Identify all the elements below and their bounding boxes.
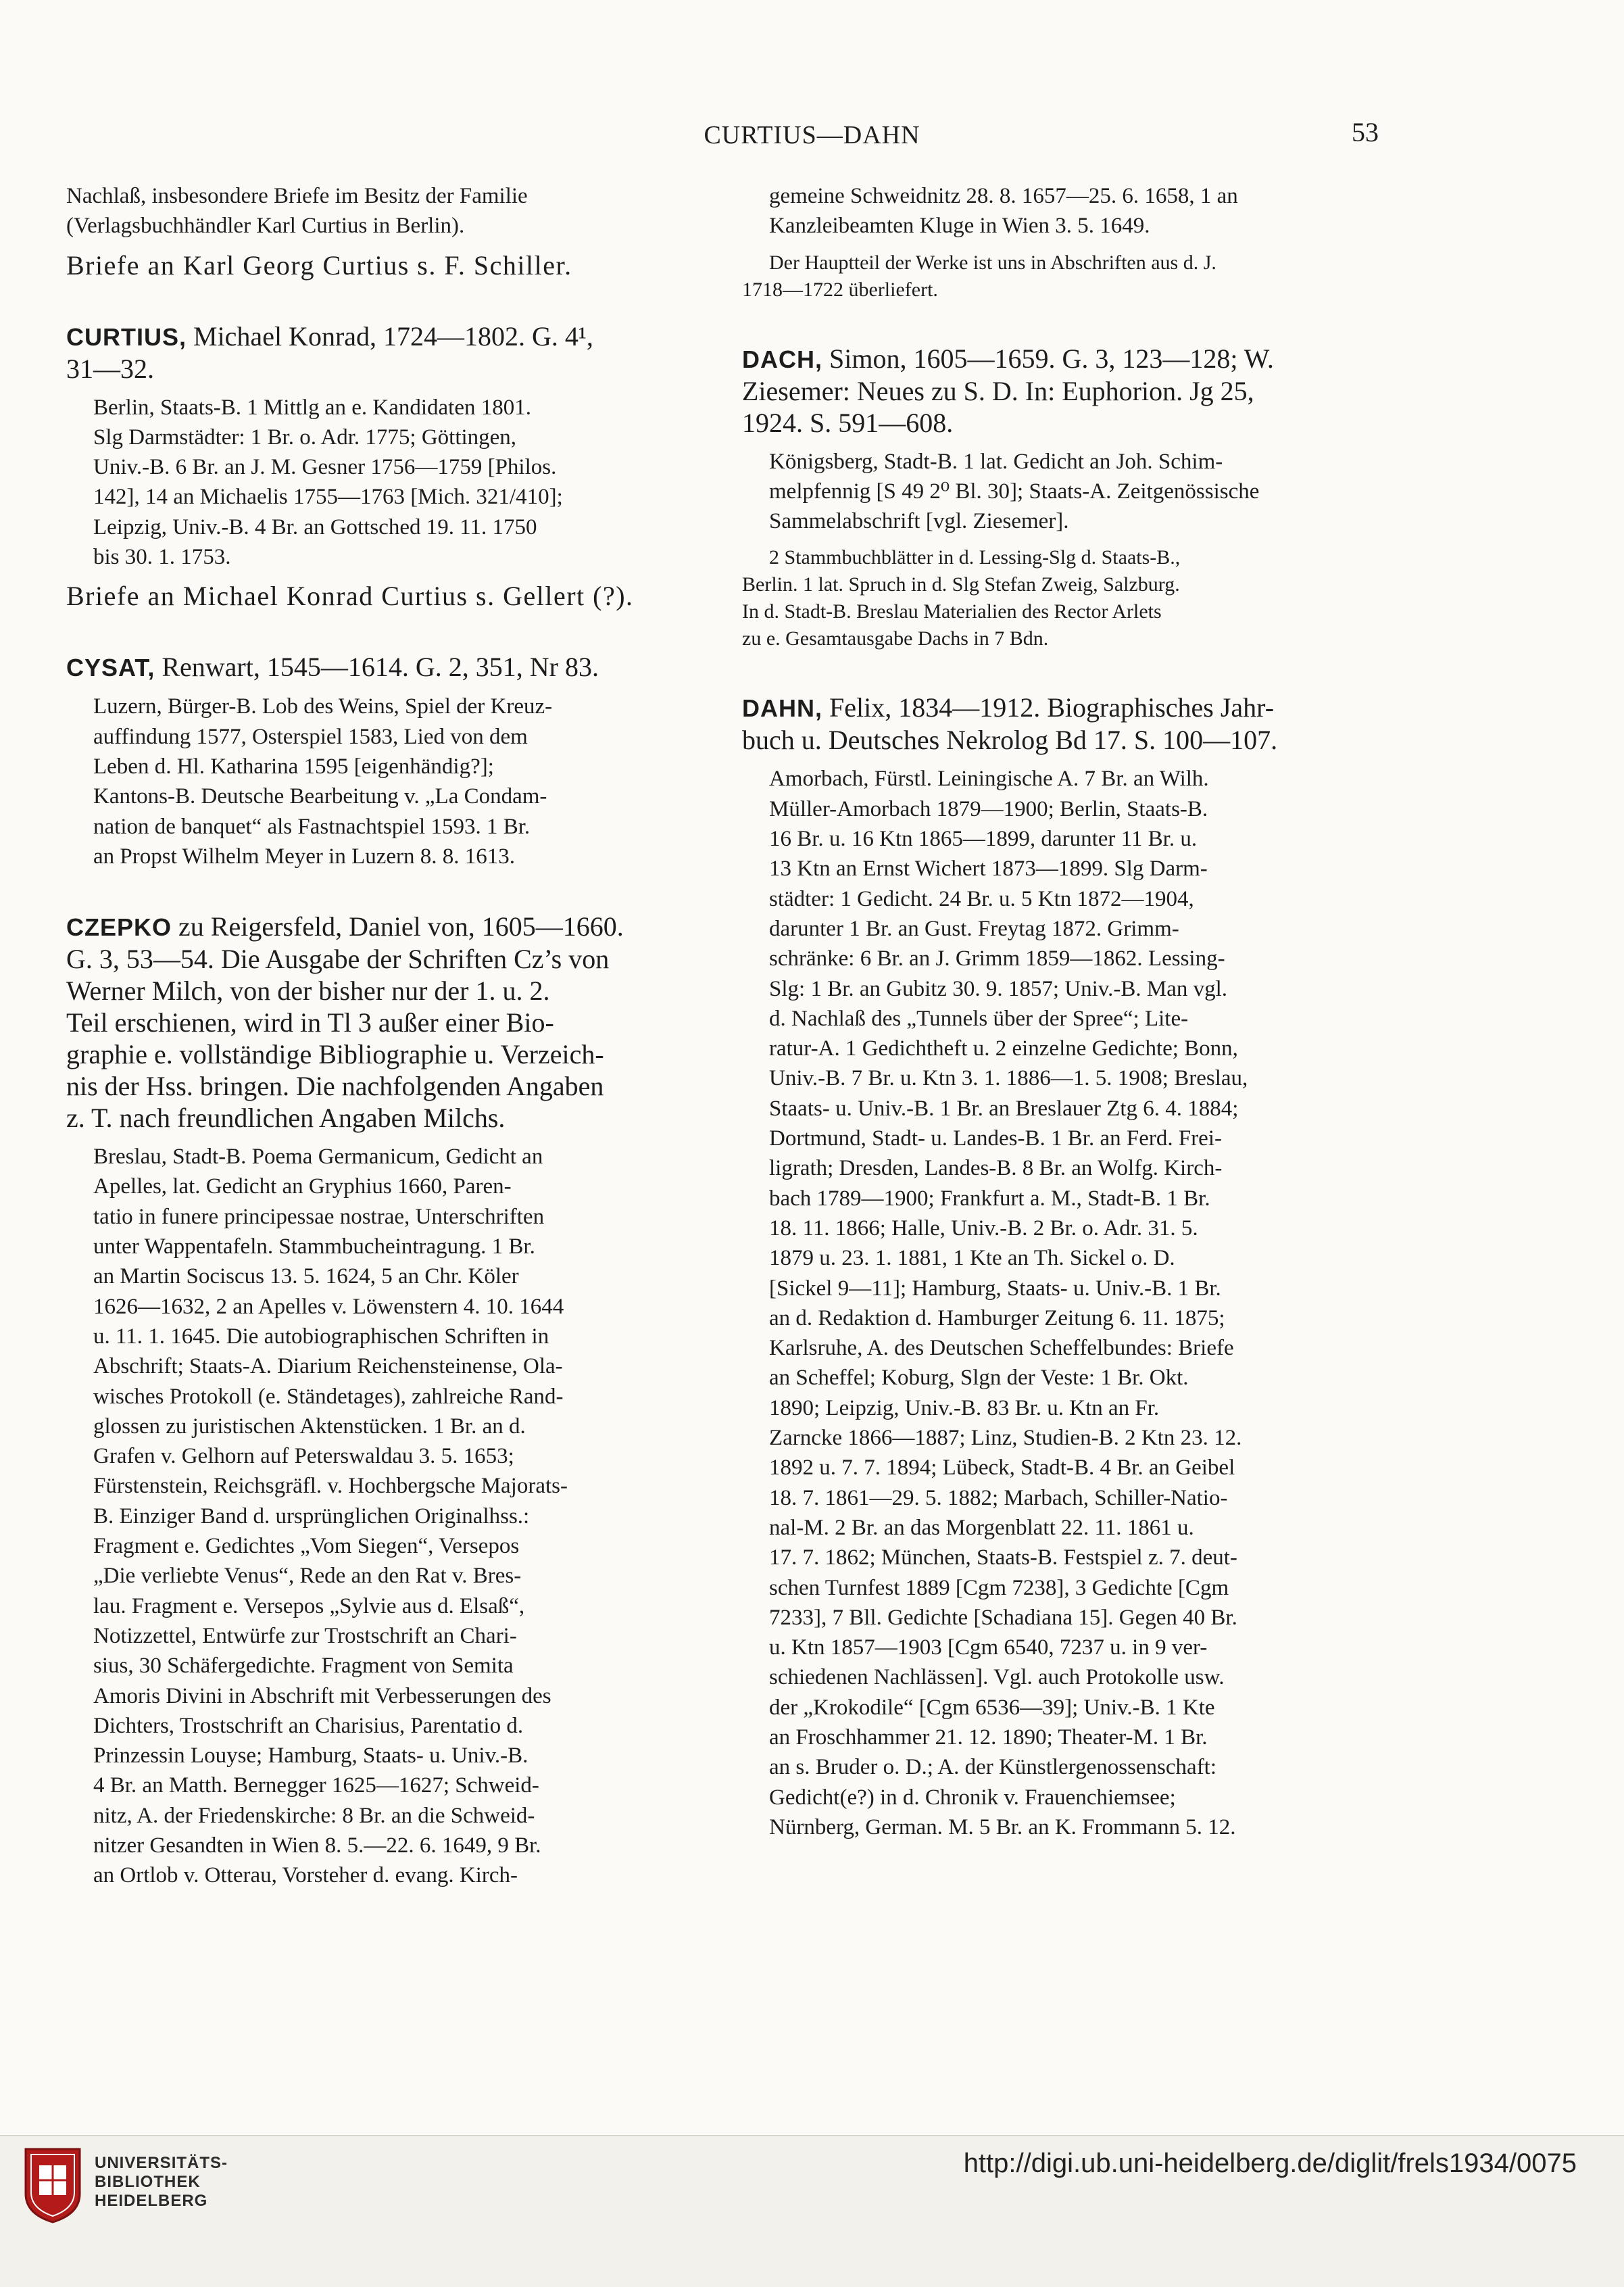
entry-dahn-holdings: Amorbach, Fürstl. Leiningische A. 7 Br. an Wilh. Müller-Amorbach 1879—1900; Berlin, Staats-B. 16 Br. u. 16 Ktn 1865—1899, darunter 11 Br. u. 13 Ktn an Ernst Wichert 1873—1899. Slg Darm- städter: 1 Gedicht. 24 Br. u. 5 Ktn 1872—1904, darunter 1 Br. an Gust. Freytag 1872. Grimm- schränke: 6 Br. an J. Grimm 1859—1862. Lessing- Slg: 1 Br. an Gubitz 30. 9. 1857; Univ.-B. Man vgl. d. Nachlaß des „Tunnels über der Spree“; Lite- ratur-A. 1 Gedichtheft u. 2 einzelne Gedichte; Bonn, Univ.-B. 7 Br. u. Ktn 3. 1. 1886—1. 5. 1908; Breslau, Staats- u. Univ.-B. 1 Br. an Breslauer Ztg 6. 4. 1884; Dortmund, Stadt- u. Landes-B. 1 Br. an Ferd. Frei- ligrath; Dresden, Landes-B. 8 Br. an Wolfg. Kirch- bach 1789—1900; Frankfurt a. M., Stadt-B. 1 Br. 18. 11. 1866; Halle, Univ.-B. 2 Br. o. Adr. 31. 5. 1879 u. 23. 1. 1881, 1 Kte an Th. Sickel o. D. [Sickel 9—11]; Hamburg, Staats- u. Univ.-B. 1 Br. an d. Redaktion d. Hamburger Zeitung 6. 11. 1875; Karlsruhe, A. des Deutschen Scheffelbundes: Briefe an Scheffel; Koburg, Slgn der Veste: 1 Br. Okt. 1890; Leipzig, Univ.-B. 83 Br. u. Ktn an Fr. Zarncke 1866—1887; Linz, Studien-B. 2 Ktn 23. 12. 1892 u. 7. 7. 1894; Lübeck, Stadt-B. 4 Br. an Geibel 18. 7. 1861—29. 5. 1882; Marbach, Schiller-Natio- nal-M. 2 Br. an das Morgenblatt 22. 11. 1861 u. 17. 7. 1862; München, Staats-B. Festspiel z. 7. deut- schen Turnfest 1889 [Cgm 7238], 3 Gedichte [Cgm 7233], 7 Bll. Gedichte [Schadiana 15]. Gegen 40 Br. u. Ktn 1857—1903 [Cgm 6540, 7237 u. in 9 ver- schiedenen Nachlässen]. Vgl. auch Protokolle usw. der „Krokodile“ [Cgm 6536—39]; Univ.-B. 1 Kte an Froschhammer 21. 12. 1890; Theater-M. 1 Br. an s. Bruder o. D.; A. der Künstlergenossenschaft: Gedicht(e?) in d. Chronik v. Frauenchiemsee; Nürnberg, German. M. 5 Br. an K. Frommann 5. 12.	[769, 767, 1248, 1839]
right-column	[742, 181, 1367, 1842]
entry-cysat-holdings: Luzern, Bürger-B. Lob des Weins, Spiel der Kreuz- auffindung 1577, Osterspiel 1583, Lied von dem Leben d. Hl. Katharina 1595 [eigenhändig?]; Kantons-B. Deutsche Bearbeitung v. „La Condam- nation de banquet“ als Fastnachtspiel 1593. 1 Br. an Propst Wilhelm Meyer in Luzern 8. 8. 1613.	[93, 694, 553, 869]
text-line: (Verlagsbuchhändler Karl Curtius in Berlin).	[66, 214, 465, 239]
entry-curtius-holdings: Berlin, Staats-B. 1 Mittlg an e. Kandidaten 1801. Slg Darmstädter: 1 Br. o. Adr. 1775; Göttingen, Univ.-B. 6 Br. an J. M. Gesner 1756—1759 [Philos. 142], 14 an Michaelis 1755—1763 [Mich. 321/410]; Leipzig, Univ.-B. 4 Br. an Gottsched 19. 11. 1750 bis 30. 1. 1753.	[93, 395, 563, 570]
running-head: CURTIUS—DAHN	[704, 121, 920, 149]
briefe-michael-crossref: Briefe an Michael Konrad Curtius s. Gellert (?).	[66, 581, 634, 612]
library-logo-text: UNIVERSITÄTS- BIBLIOTHEK HEIDELBERG	[95, 2154, 228, 2210]
left-column	[66, 181, 691, 1891]
permalink-url[interactable]: http://digi.ub.uni-heidelberg.de/diglit/frels1934/0075	[963, 2148, 1577, 2178]
headword: CZEPKO	[66, 913, 172, 942]
entry-czepko-heading: CZEPKO zu Reigersfeld, Daniel von, 1605—1660. G. 3, 53—54. Die Ausgabe der Schriften Cz’s von Werner Milch, von der bisher nur der 1. u. 2. Teil erschienen, wird in Tl 3 außer einer Bio- graphie e. vollständige Bibliographie u. Verzeich- nis der Hss. bringen. Die nachfolgenden Angaben z. T. nach freundlichen Angaben Milchs.	[66, 911, 624, 1134]
entry-dach-heading: DACH, Simon, 1605—1659. G. 3, 123—128; W. Ziesemer: Neues zu S. D. In: Euphorion. Jg 25, 1924. S. 591—608.	[742, 343, 1274, 438]
briefe-karl-crossref: Briefe an Karl Georg Curtius s. F. Schiller.	[66, 249, 572, 281]
entry-dach-holdings: Königsberg, Stadt-B. 1 lat. Gedicht an Joh. Schim- melpfennig [S 49 2⁰ Bl. 30]; Staats-A. Zeitgenössische Sammelabschrift [vgl. Ziesemer].	[769, 449, 1260, 534]
headword: CURTIUS,	[66, 322, 187, 351]
nachlass-note	[66, 181, 691, 241]
entry-dach-stammbuch-note: 2 Stammbuchblätter in d. Lessing-Slg d. Staats-B., Berlin. 1 lat. Spruch in d. Slg Stefan Zweig, Salzburg. In d. Stadt-B. Breslau Materialien des Rector Arlets zu e. Gesamtausgabe Dachs in 7 Bdn.	[742, 546, 1181, 650]
entry-czepko-holdings: Breslau, Stadt-B. Poema Germanicum, Gedicht an Apelles, lat. Gedicht an Gryphius 1660, Paren- tatio in funere principessae nostrae, Unterschriften unter Wappentafeln. Stammbucheintragung. 1 Br. an Martin Sociscus 13. 5. 1624, 5 an Chr. Köler 1626—1632, 2 an Apelles v. Löwenstern 4. 10. 1644 u. 11. 1. 1645. Die autobiographischen Schriften in Abschrift; Staats-A. Diarium Reichensteinense, Ola- wisches Protokoll (e. Ständetages), zahlreiche Rand- glossen zu juristischen Aktenstücken. 1 Br. an d. Grafen v. Gelhorn auf Peterswaldau 3. 5. 1653; Fürstenstein, Reichsgräfl. v. Hochbergsche Majorats- B. Einziger Band d. ursprünglichen Originalhss.: Fragment e. Gedichtes „Vom Siegen“, Versepos „Die verliebte Venus“, Rede an den Rat v. Bres- lau. Fragment e. Versepos „Sylvie aus d. Elsaß“, Notizzettel, Entwürfe zur Trostschrift an Chari- sius, 30 Schäfergedichte. Fragment von Semita Amoris Divini in Abschrift mit Verbesserungen des Dichters, Trostschrift an Charisius, Parentatio d. Prinzessin Louyse; Hamburg, Staats- u. Univ.-B. 4 Br. an Matth. Bernegger 1625—1627; Schweid- nitz, A. der Friedenskirche: 8 Br. an die Schweid- nitzer Gesandten in Wien 8. 5.—22. 6. 1649, 9 Br. an Ortlob v. Otterau, Vorsteher d. evang. Kirch-	[93, 1145, 568, 1888]
entry-curtius-heading: CURTIUS, Michael Konrad, 1724—1802. G. 4¹, 31—32.	[66, 320, 593, 384]
entry-dahn-heading: DAHN, Felix, 1834—1912. Biographisches Jahr- buch u. Deutsches Nekrolog Bd 17. S. 100—107.	[742, 692, 1278, 756]
entry-czepko-continuation: gemeine Schweidnitz 28. 8. 1657—25. 6. 1658, 1 an Kanzleibeamten Kluge in Wien 3. 5. 1649.	[769, 184, 1238, 239]
university-seal-icon	[19, 2146, 87, 2224]
text-line: Nachlaß, insbesondere Briefe im Besitz der Familie	[66, 184, 528, 208]
headword: DAHN,	[742, 694, 822, 723]
entry-cysat-heading: CYSAT, Renwart, 1545—1614. G. 2, 351, Nr 83.	[66, 652, 599, 683]
page-number: 53	[1352, 117, 1379, 147]
headword: CYSAT,	[66, 654, 155, 682]
czepko-hauptteil-note: Der Hauptteil der Werke ist uns in Abschriften aus d. J. 1718—1722 überliefert.	[742, 251, 1216, 301]
headword: DACH,	[742, 345, 822, 373]
